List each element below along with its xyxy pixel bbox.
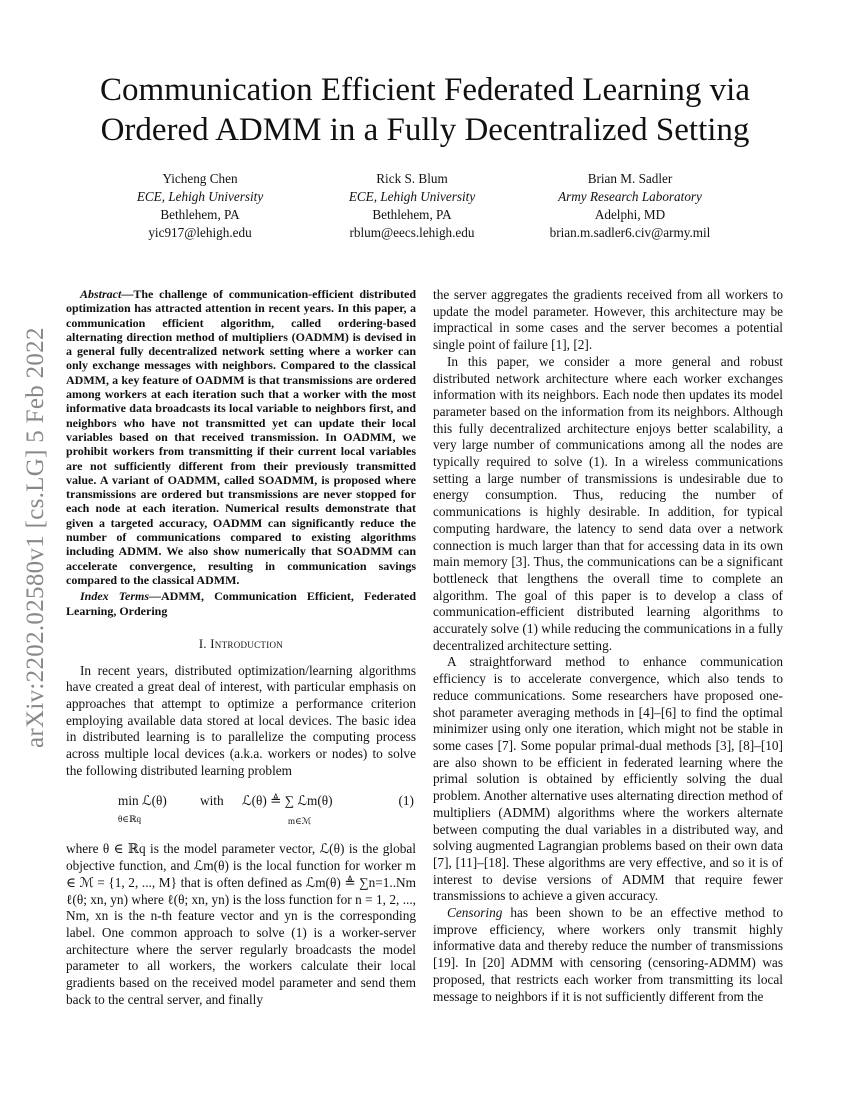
author-location: Bethlehem, PA <box>372 207 452 222</box>
author-1 <box>90 170 310 242</box>
equation-number: (1) <box>398 793 414 809</box>
right-paragraph-3: A straightforward method to enhance communication efficiency is to accelerate convergence, which also tends to reduce communications. Some researchers have proposed one-shot parameter averaging methods in [4]–[6] to find the optimal minimizer using only one iteration, which might not be stable in some cases [7]. Some popular primal-dual methods [3], [8]–[10] are also shown to be efficient in federated learning where the primal solution is obtained by efficiently solving the dual problem. Another alternative uses alternating direction method of multipliers (ADMM) algorithms where the workers alternate between computing the dual variables in a distributed way, and solving augmented Lagrangian problems based on their own data [7], [11]–[18]. These algorithms are very effective, and so it is of interest to devise versions of ADMM that require fewer transmissions to achieve a given accuracy. <box>433 654 783 904</box>
section-heading <box>66 636 416 653</box>
index-terms-text: —ADMM, Communication Efficient, Federated Learning, Ordering <box>66 589 416 618</box>
right-paragraph-4 <box>433 905 783 1005</box>
author-email: yic917@lehigh.edu <box>148 225 252 240</box>
abstract-text: —The challenge of communication-efficient distributed optimization has attracted attention in recent years. In this paper, a communication efficient algorithm, called ordering-based alternating direction method of multipliers (OADMM) is devised in a general fully decentralized network setting where a worker can only exchange messages with neighbors. Compared to the classical ADMM, a key feature of OADMM is that transmissions are ordered among workers at each iteration such that a worker with the most informative data broadcasts its local variable to neighbors first, and neighbors who have not transmitted yet can update their local variables based on that received transmission. In OADMM, we prohibit workers from transmitting if their current local variables are not sufficiently different from their previously transmitted value. A variant of OADMM, called SOADMM, is proposed where transmissions are ordered but transmissions are never stopped for each node at each iteration. Numerical results demonstrate that given a targeted accuracy, OADMM can significantly reduce the number of communications compared to existing algorithms including ADMM. We also show numerically that SOADMM can accelerate convergence, resulting in communication savings compared to the classical ADMM. <box>66 287 416 587</box>
arxiv-stamp <box>22 248 62 748</box>
paper-title: Communication Efficient Federated Learning via Ordered ADMM in a Fully Decentralized Setting <box>99 72 750 148</box>
author-block <box>90 170 790 242</box>
author-name: Yicheng Chen <box>162 171 238 186</box>
right-column <box>433 287 783 1005</box>
section-number: I. <box>198 636 211 651</box>
abstract-label: Abstract <box>80 287 122 301</box>
right-paragraph-4-text: has been shown to be an effective method to improve efficiency, where workers only transmit highly informative data and thereby reduce the number of transmissions [19]. In [20] ADMM with censoring (censoring-ADMM) was proposed, that restricts each worker from transmitting its local message to neighbors if it is not sufficiently different from the <box>433 905 783 1004</box>
author-location: Bethlehem, PA <box>160 207 240 222</box>
author-affiliation: Army Research Laboratory <box>558 189 702 204</box>
right-paragraph-2: In this paper, we consider a more general and robust distributed network architecture where each worker exchanges information with its neighbors. Each node then updates its model parameter based on the information from its neighbors. Although this fully decentralized architecture enjoys better scalability, a very large number of communications among all the nodes are typically required to solve (1). In a wireless communications setting a large number of transmissions is undesirable due to energy consumption. Thus, reducing the number of communications is highly desirable. In addition, for typical computing hardware, the latency to send data over a network connection is much larger than that for accessing data in its own main memory [3]. Thus, the communications can be a significant bottleneck that lengthens the overall time to complete an algorithm. The goal of this paper is to develop a class of communication-efficient distributed learning algorithms to accurately solve (1) while reducing the communications in a fully decentralized architecture setting. <box>433 353 783 653</box>
author-name: Rick S. Blum <box>376 171 448 186</box>
intro-paragraph-2: where θ ∈ ℝq is the model parameter vector, ℒ(θ) is the global objective function, and ℒm(θ) is the local function for worker m ∈ ℳ = {1, 2, ..., M} that is often defined as ℒm(θ) ≜ ∑n=1..Nm ℓ(θ; xn, yn) where ℓ(θ; xn, yn) is the loss function for n = 1, 2, ..., Nm, xn is the n-th feature vector and yn is the corresponding label. One common approach to solve (1) is a worker-server architecture where the server regularly broadcasts the model parameter to all workers, the workers calculate their local gradients based on the received model parameter and send them back to the central server, and finally <box>66 841 416 1007</box>
equation-def-subscript: m∈ℳ <box>288 816 312 827</box>
author-name: Brian M. Sadler <box>587 171 673 186</box>
equation-1 <box>66 789 416 829</box>
author-location: Adelphi, MD <box>594 207 666 222</box>
author-affiliation: ECE, Lehigh University <box>136 189 264 204</box>
left-column <box>66 287 416 1008</box>
right-paragraph-1: the server aggregates the gradients received from all workers to update the model parameter. However, this architecture may be impractical in some cases and the server becomes a potential single point of failure [1], [2]. <box>433 287 783 353</box>
index-terms <box>66 589 416 618</box>
author-3 <box>520 170 740 242</box>
equation-lhs: min ℒ(θ) <box>118 793 167 809</box>
index-terms-label: Index Terms <box>80 589 150 604</box>
equation-lhs-subscript: θ∈ℝq <box>118 814 141 825</box>
abstract <box>66 287 416 587</box>
author-email: brian.m.sadler6.civ@army.mil <box>549 225 711 240</box>
section-title: Introduction <box>210 636 284 651</box>
arxiv-id: arXiv:2202.02580v1 [cs.LG] 5 Feb 2022 <box>22 327 49 748</box>
censoring-term: Censoring <box>447 905 503 921</box>
author-2 <box>302 170 522 242</box>
intro-paragraph-1: In recent years, distributed optimization/learning algorithms have created a great deal of interest, with particular emphasis on approaches that attempt to optimize a performance criterion employing available data stored at local devices. The basic idea in distributed learning is to parallelize the computing process across multiple local devices (a.k.a. workers or nodes) to solve the following distributed learning problem <box>66 662 416 778</box>
equation-with: with <box>200 793 224 809</box>
author-email: rblum@eecs.lehigh.edu <box>349 225 475 240</box>
equation-definition: ℒ(θ) ≜ ∑ ℒm(θ) <box>242 793 333 809</box>
author-affiliation: ECE, Lehigh University <box>348 189 476 204</box>
